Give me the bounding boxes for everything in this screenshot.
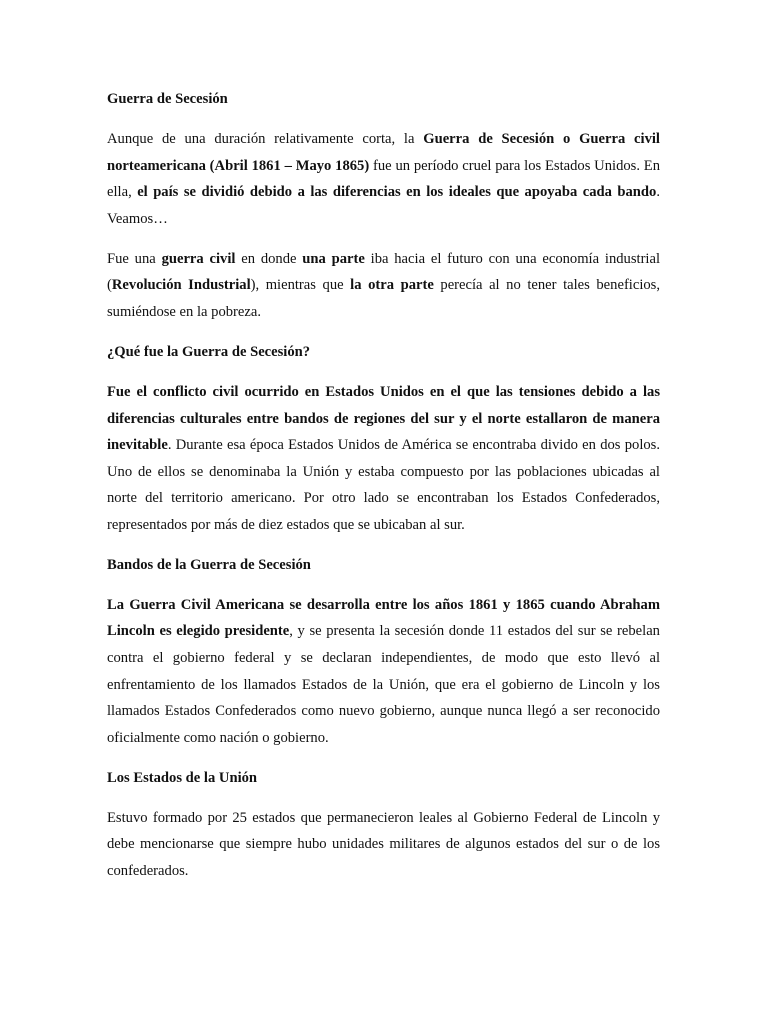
paragraph-guerra-civil bbox=[107, 246, 660, 326]
section-heading-estados-union: Los Estados de la Unión bbox=[107, 769, 258, 786]
text-run: Estuvo formado por 25 estados que permanecieron leales al Gobierno Federal de Lincoln y debe mencionarse que siempre hubo unidades militares de algunos estados del sur o de los confederados. bbox=[107, 809, 660, 879]
document-body bbox=[107, 86, 660, 885]
text-run: . Durante esa época Estados Unidos de América se encontraba divido en dos polos. Uno de ellos se denominaba la Unión y estaba compuesto por las poblaciones ubicadas al norte del territorio americano. Por otro lado se encontraban los Estados Confederados, representados por más de diez estados que se ubicaban al sur. bbox=[107, 437, 660, 533]
text-run: Aunque de una duración relativamente corta, la bbox=[107, 130, 424, 147]
bold-run: una parte bbox=[302, 250, 365, 267]
bold-run: Fue el conflicto civil ocurrido en Estados Unidos en el que las tensiones debido a las diferencias culturales entre bandos de regiones del sur y el norte estallaron de manera inevitable bbox=[107, 383, 660, 454]
bold-run: el país se dividió debido a las diferencias en los ideales que apoyaba cada bando bbox=[137, 184, 657, 201]
bold-run: guerra civil bbox=[161, 250, 236, 267]
section-heading-bandos: Bandos de la Guerra de Secesión bbox=[107, 556, 311, 573]
bold-run: Guerra de Secesión o Guerra civil norteamericana (Abril 1861 – Mayo 1865) bbox=[107, 130, 660, 174]
paragraph-intro bbox=[107, 126, 660, 232]
text-run: en donde bbox=[235, 250, 303, 267]
text-run: Fue una bbox=[107, 250, 162, 267]
section-heading-que-fue: ¿Qué fue la Guerra de Secesión? bbox=[107, 343, 311, 360]
bold-run: la otra parte bbox=[350, 277, 434, 294]
paragraph-estados-union bbox=[107, 805, 660, 885]
text-run: iba hacia el futuro con una economía industrial ( bbox=[107, 250, 661, 294]
text-run: , y se presenta la secesión donde 11 estados del sur se rebelan contra el gobierno federal y se declaran independientes, de modo que esto llevó al enfrentamiento de los llamados Estados de la Unión, que era el gobierno de Lincoln y los llamados Estados Confederados como nuevo gobierno, aunque nunca llegó a ser reconocido oficialmente como nación o gobierno. bbox=[107, 623, 660, 746]
section-heading-guerra-de-secesion: Guerra de Secesión bbox=[107, 91, 228, 107]
text-run: ), mientras que bbox=[250, 277, 351, 294]
paragraph-conflicto-civil bbox=[107, 379, 660, 539]
bold-run: Revolución Industrial bbox=[111, 277, 251, 294]
paragraph-guerra-civil-americana bbox=[107, 592, 660, 752]
text-run: perecía al no tener tales beneficios, sumiéndose en la pobreza. bbox=[107, 277, 661, 320]
text-run: fue un período cruel para los Estados Unidos. En ella, bbox=[107, 157, 661, 201]
text-run: . Veamos… bbox=[107, 184, 660, 227]
bold-run: La Guerra Civil Americana se desarrolla entre los años 1861 y 1865 cuando Abraham Lincoln es elegido presidente bbox=[107, 596, 660, 640]
